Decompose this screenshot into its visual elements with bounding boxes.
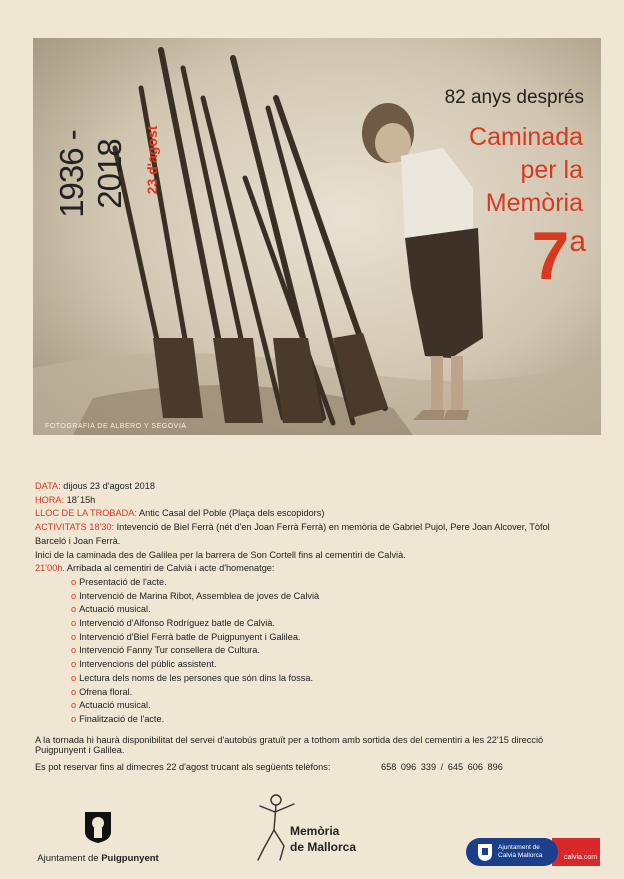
- years-range: 1936 - 2018: [53, 130, 128, 218]
- bullet-icon: o: [71, 604, 77, 615]
- meeting-place-value: Antic Casal del Poble (Plaça dels escopidors): [139, 508, 325, 519]
- memoria-line-1: Memòria: [290, 824, 340, 838]
- program-list: [35, 576, 595, 727]
- list-item: o Intervenció d'Alfonso Rodríguez batle de Calvià.: [71, 618, 275, 629]
- memoria-line-2: de Mallorca: [290, 840, 357, 854]
- list-item: o Finalització de l'acte.: [71, 713, 165, 724]
- detail-date: [35, 480, 595, 494]
- list-item: o Actuació musical.: [71, 700, 151, 711]
- detail-21h: [35, 562, 595, 576]
- list-item: o Ofrena floral.: [71, 686, 133, 697]
- list-item: o Intervencions del públic assistent.: [71, 659, 217, 670]
- time-label: HORA:: [35, 494, 65, 505]
- list-item: o Actuació musical.: [71, 604, 151, 615]
- list-item: o Lectura dels noms de les persones que són dins la fossa.: [71, 672, 314, 683]
- memoria-mallorca-logo: [250, 790, 370, 865]
- calvia-web: calvia.com: [564, 854, 598, 861]
- bullet-icon: o: [71, 618, 77, 629]
- edition-number: 7: [531, 218, 570, 294]
- puigpunyent-shield-icon: [83, 810, 113, 844]
- detail-meeting-place: [35, 507, 595, 521]
- photo-credit: FOTOGRAFIA DE ALBERO Y SEGOVIA: [45, 423, 187, 430]
- time-21h-value: Arribada al cementiri de Calvià i acte d'homenatge:: [66, 563, 275, 574]
- activities-continued: Barceló i Joan Ferrà.: [35, 535, 121, 546]
- meeting-place-label: LLOC DE LA TROBADA:: [35, 508, 137, 519]
- bullet-icon: o: [71, 659, 77, 670]
- edition-badge: [531, 218, 586, 294]
- years-block: [53, 78, 160, 248]
- bullet-icon: o: [71, 645, 77, 656]
- poster-photo: [33, 38, 601, 435]
- bullet-icon: o: [71, 700, 77, 711]
- list-item: o Intervenció d'Biel Ferrà batle de Puigpunyent i Galilea.: [71, 631, 301, 642]
- poster-title: [373, 121, 583, 220]
- bullet-icon: o: [71, 672, 77, 683]
- bullet-icon: o: [71, 590, 77, 601]
- phone-numbers: 658 096 339 / 645 606 896: [381, 762, 503, 772]
- title-line-3: Memòria: [485, 189, 583, 217]
- title-line-1: Caminada: [469, 123, 583, 151]
- activities-label: ACTIVITATS 18'30:: [35, 522, 115, 533]
- list-item: o Intervenció de Marina Ribot, Assemblea de joves de Calvià: [71, 590, 320, 601]
- detail-time: [35, 494, 595, 508]
- edition-suffix: a: [569, 225, 586, 258]
- list-item: o Intervenció Fanny Tur consellera de Cultura.: [71, 645, 260, 656]
- bullet-icon: o: [71, 713, 77, 724]
- bus-info: A la tornada hi haurà disponibilitat del servei d'autobús gratuït per a tothom amb sortida des del cementiri a les 22'15 direcció Puigpunyent i Galilea.: [35, 735, 544, 755]
- date-value: dijous 23 d'agost 2018: [63, 481, 155, 491]
- list-item: o Presentació de l'acte.: [71, 576, 167, 587]
- bullet-icon: o: [71, 631, 77, 642]
- activities-value: Intevenció de Biel Ferrà (nét d'en Joan Ferrà Ferrà) en memòria de Gabriel Pujol, Pere Joan Alcover, Tòfol: [116, 522, 550, 533]
- poster-subtitle: 82 anys després: [444, 87, 584, 108]
- time-value: 18´15h: [66, 494, 96, 505]
- calvia-logo: [466, 838, 600, 866]
- event-details: [35, 480, 595, 727]
- puigpunyent-name: Ajuntament de Puigpunyent: [37, 853, 159, 864]
- detail-activities: [35, 521, 595, 535]
- bullet-icon: o: [71, 686, 77, 697]
- reservation-text: Es pot reservar fins al dimecres 22 d'agost trucant als següents telèfons:: [35, 762, 331, 772]
- time-21h-label: 21'00h.: [35, 563, 65, 574]
- calvia-text: Ajuntament de Calvià Mallorca: [498, 844, 543, 859]
- title-line-2: per la: [520, 156, 583, 184]
- bullet-icon: o: [71, 576, 77, 587]
- calvia-web-band: [552, 838, 600, 866]
- calvia-crest-icon: [475, 842, 495, 862]
- event-date-vertical: 23 d'agost: [144, 125, 160, 195]
- walk-start-text: Inici de la caminada des de Galilea per la barrera de Son Cortell fins al cementiri de Calvià.: [35, 549, 406, 560]
- calvia-pill: [466, 838, 558, 866]
- puigpunyent-logo: [28, 810, 168, 864]
- date-label: DATA:: [35, 481, 61, 491]
